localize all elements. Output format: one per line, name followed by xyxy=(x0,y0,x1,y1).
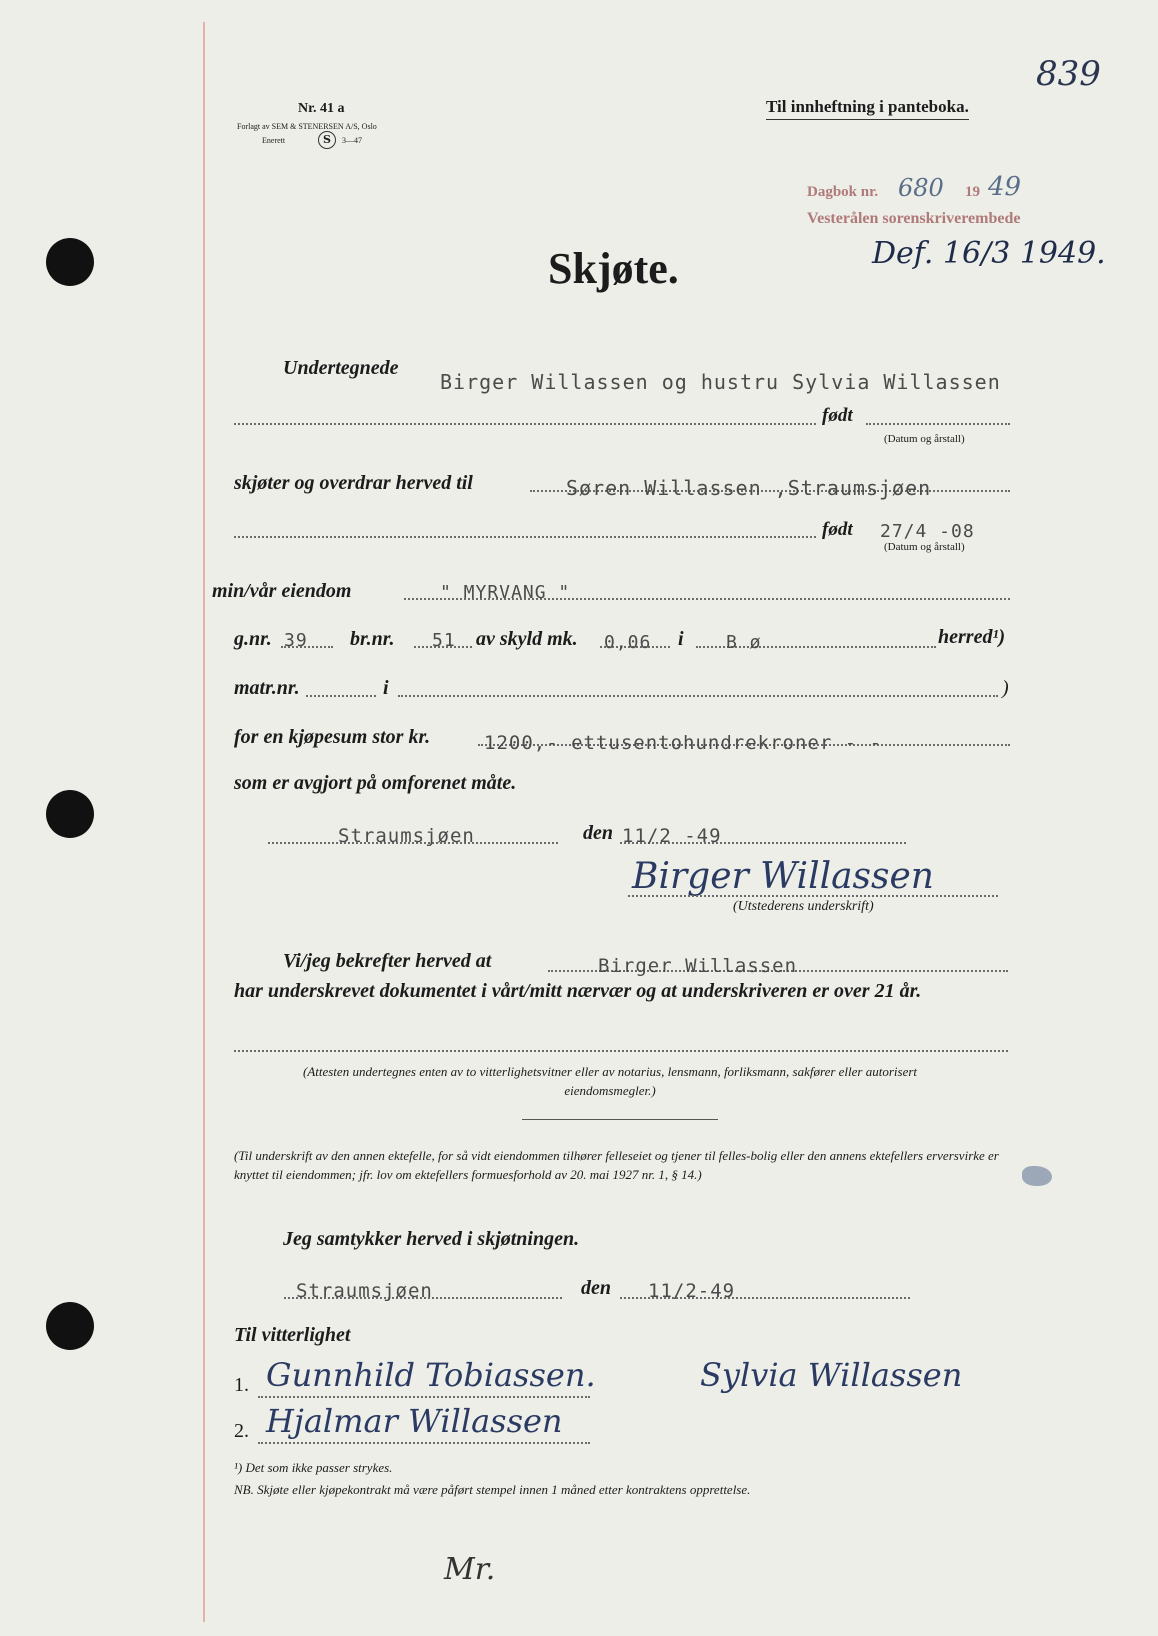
dotted-line xyxy=(866,423,1010,425)
attest-note: (Attesten undertegnes enten av to vitterlighetsvitner eller av notarius, lensmann, forliksmann, sakfører eller autorisert eiendomsmegler.) xyxy=(302,1064,918,1098)
datum-note: (Datum og årstall) xyxy=(884,433,965,445)
ink-blot xyxy=(1022,1166,1052,1186)
place-1: Straumsjøen xyxy=(338,825,475,847)
witness-2-number: 2. xyxy=(234,1420,249,1442)
herred-label: herred¹) xyxy=(938,626,1006,648)
signature-caption: (Utstederens underskrift) xyxy=(733,899,874,914)
fodt-label: født xyxy=(822,405,853,426)
page-title: Skjøte. xyxy=(548,244,679,293)
vi-line-2: har underskrevet dokumentet i vårt/mitt nærvær og at underskriveren er over 21 år. xyxy=(234,980,922,1002)
vitterlighet-label: Til vitterlighet xyxy=(234,1324,351,1346)
divider xyxy=(522,1119,718,1120)
dagbok-year-suffix: 49 xyxy=(988,172,1022,202)
stamp-office: Vesterålen sorenskriverembede xyxy=(807,210,1021,227)
date-1: 11/2 -49 xyxy=(622,825,722,847)
avgjort-text: som er avgjort på omforenet måte. xyxy=(234,772,517,794)
initials: Mr. xyxy=(444,1552,496,1587)
dotted-line xyxy=(398,695,998,697)
signature-birger: Birger Willassen xyxy=(632,856,934,897)
skyld-label: av skyld mk. xyxy=(476,628,578,650)
kjopesum-label: for en kjøpesum stor kr. xyxy=(234,726,431,748)
dotted-line xyxy=(258,1442,590,1444)
undertegnede-value: Birger Willassen og hustru Sylvia Willassen xyxy=(440,370,1001,394)
brnr-value: 51 xyxy=(432,630,456,651)
i-label: i xyxy=(678,628,684,650)
dagbok-label: Dagbok nr. xyxy=(807,184,879,200)
dotted-line xyxy=(306,695,376,697)
signature-sylvia: Sylvia Willassen xyxy=(700,1356,963,1394)
gnr-value: 39 xyxy=(284,630,308,651)
vi-label: Vi/jeg bekrefter herved at xyxy=(283,950,492,972)
registration-note: Def. 16/3 1949. xyxy=(872,236,1106,271)
right-heading: Til innheftning i panteboka. xyxy=(766,97,969,120)
publisher-enerett: Enerett xyxy=(262,136,286,145)
eiendom-label: min/vår eiendom xyxy=(212,580,352,602)
punch-hole xyxy=(46,238,94,286)
matr-close: ) xyxy=(1002,677,1009,699)
dotted-line xyxy=(234,1050,1008,1052)
fodt-value: 27/4 -08 xyxy=(880,521,975,542)
den-label-2: den xyxy=(581,1277,611,1299)
date-2: 11/2-49 xyxy=(648,1280,736,1302)
dotted-line xyxy=(234,536,816,538)
eiendom-value: " MYRVANG " xyxy=(440,582,571,603)
publisher-logo: S xyxy=(318,131,336,149)
publisher-line: Forlagt av SEM & STENERSEN A/S, Oslo xyxy=(237,122,377,131)
witness-1-signature: Gunnhild Tobiassen. xyxy=(266,1356,596,1394)
witness-1-number: 1. xyxy=(234,1374,249,1396)
herred-value: B ø xyxy=(726,632,762,653)
place-2: Straumsjøen xyxy=(296,1280,433,1302)
skyld-value: 0,06 xyxy=(604,632,652,653)
form-number: Nr. 41 a xyxy=(298,101,345,116)
undertegnede-label: Undertegnede xyxy=(283,357,399,379)
kjopesum-value: 1200,- ettusentohundrekroner - - xyxy=(484,732,883,754)
vi-value: Birger Willassen xyxy=(598,955,798,977)
datum-note: (Datum og årstall) xyxy=(884,541,965,553)
dotted-line xyxy=(234,423,816,425)
fodt-label: født xyxy=(822,519,853,540)
dotted-line xyxy=(258,1396,590,1398)
matr-label: matr.nr. xyxy=(234,677,300,699)
brnr-label: br.nr. xyxy=(350,628,395,650)
dagbok-year-prefix: 19 xyxy=(965,184,980,200)
skjoter-value: Søren Willassen ,Straumsjøen xyxy=(566,476,932,500)
matr-i: i xyxy=(383,677,389,699)
dagbok-number: 680 xyxy=(898,174,944,202)
skjoter-label: skjøter og overdrar herved til xyxy=(234,472,473,494)
footnote-1: ¹) Det som ikke passer strykes. xyxy=(234,1460,393,1475)
den-label-1: den xyxy=(583,822,613,844)
gnr-label: g.nr. xyxy=(234,628,272,650)
witness-2-signature: Hjalmar Willassen xyxy=(266,1402,563,1440)
margin-rule xyxy=(203,22,205,1622)
punch-hole xyxy=(46,790,94,838)
samtykker-text: Jeg samtykker herved i skjøtningen. xyxy=(283,1228,580,1250)
page-number: 839 xyxy=(1036,54,1101,94)
footnote-2: NB. Skjøte eller kjøpekontrakt må være påført stempel innen 1 måned etter kontraktens opprettelse. xyxy=(234,1482,751,1497)
punch-hole xyxy=(46,1302,94,1350)
dotted-line xyxy=(628,895,998,897)
publisher-year: 3—47 xyxy=(342,136,362,145)
spouse-note: (Til underskrift av den annen ektefelle, for så vidt eiendommen tilhører felleseiet og tjener til felles-bolig eller den annens ektefellers erversvirke er knyttet til eiendommen; jfr. lov om ektefellers formuesforhold av 20. mai 1927 nr. 1, § 14.) xyxy=(234,1148,999,1182)
